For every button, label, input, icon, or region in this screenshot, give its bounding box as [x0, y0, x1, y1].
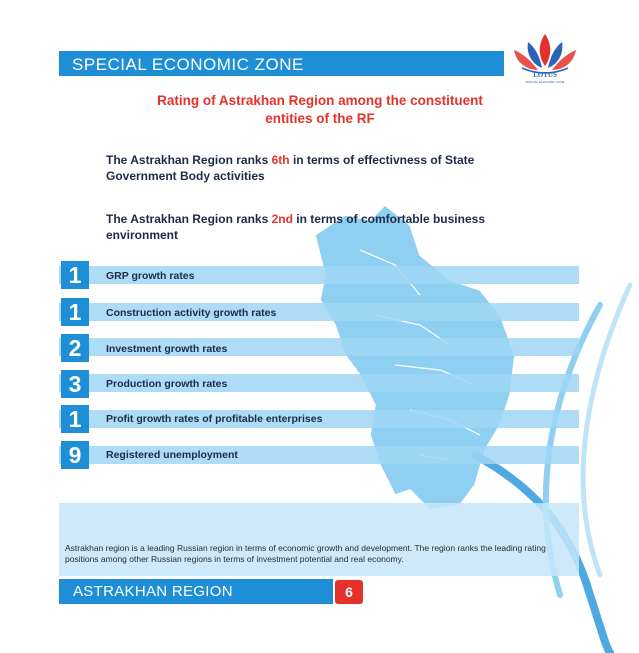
statement-prefix: The Astrakhan Region ranks [106, 153, 272, 167]
ranking-number: 1 [61, 261, 89, 289]
statement-business-environment [106, 211, 526, 243]
ranking-label: Investment growth rates [106, 343, 228, 355]
statement-suffix: in terms of comfortable business environment [106, 212, 485, 242]
statement-prefix: The Astrakhan Region ranks [106, 212, 272, 226]
statement-rank: 6th [271, 153, 290, 167]
page-number-badge: 6 [335, 580, 363, 604]
section-title: SPECIAL ECONOMIC ZONE [72, 55, 304, 74]
statement-suffix: in terms of effectivness of State Government Body activities [106, 153, 475, 183]
statement-rank: 2nd [271, 212, 293, 226]
ranking-number: 3 [61, 370, 89, 398]
ranking-label: Production growth rates [106, 378, 228, 390]
footer-region-title: ASTRAKHAN REGION [73, 583, 233, 600]
summary-panel [59, 503, 579, 576]
ranking-number: 1 [61, 298, 89, 326]
ranking-label: Profit growth rates of profitable enterprises [106, 413, 323, 425]
logo-subtitle: SPECIAL ECONOMIC ZONE [525, 80, 565, 84]
statement-effectiveness [106, 152, 526, 184]
ranking-label: Construction activity growth rates [106, 307, 277, 319]
summary-text: Astrakhan region is a leading Russian region in terms of economic growth and development. The region ranks the leading rating positions among other Russian regions in terms of investment potential and real economy. [65, 543, 546, 564]
ranking-number: 9 [61, 441, 89, 469]
ranking-number: 2 [61, 334, 89, 362]
ranking-label: Registered unemployment [106, 449, 238, 461]
ranking-number: 1 [61, 405, 89, 433]
logo-name: LOTUS [533, 71, 557, 79]
rating-title: Rating of Astrakhan Region among the constituent entities of the RF [157, 93, 483, 126]
ranking-label: GRP growth rates [106, 270, 195, 282]
